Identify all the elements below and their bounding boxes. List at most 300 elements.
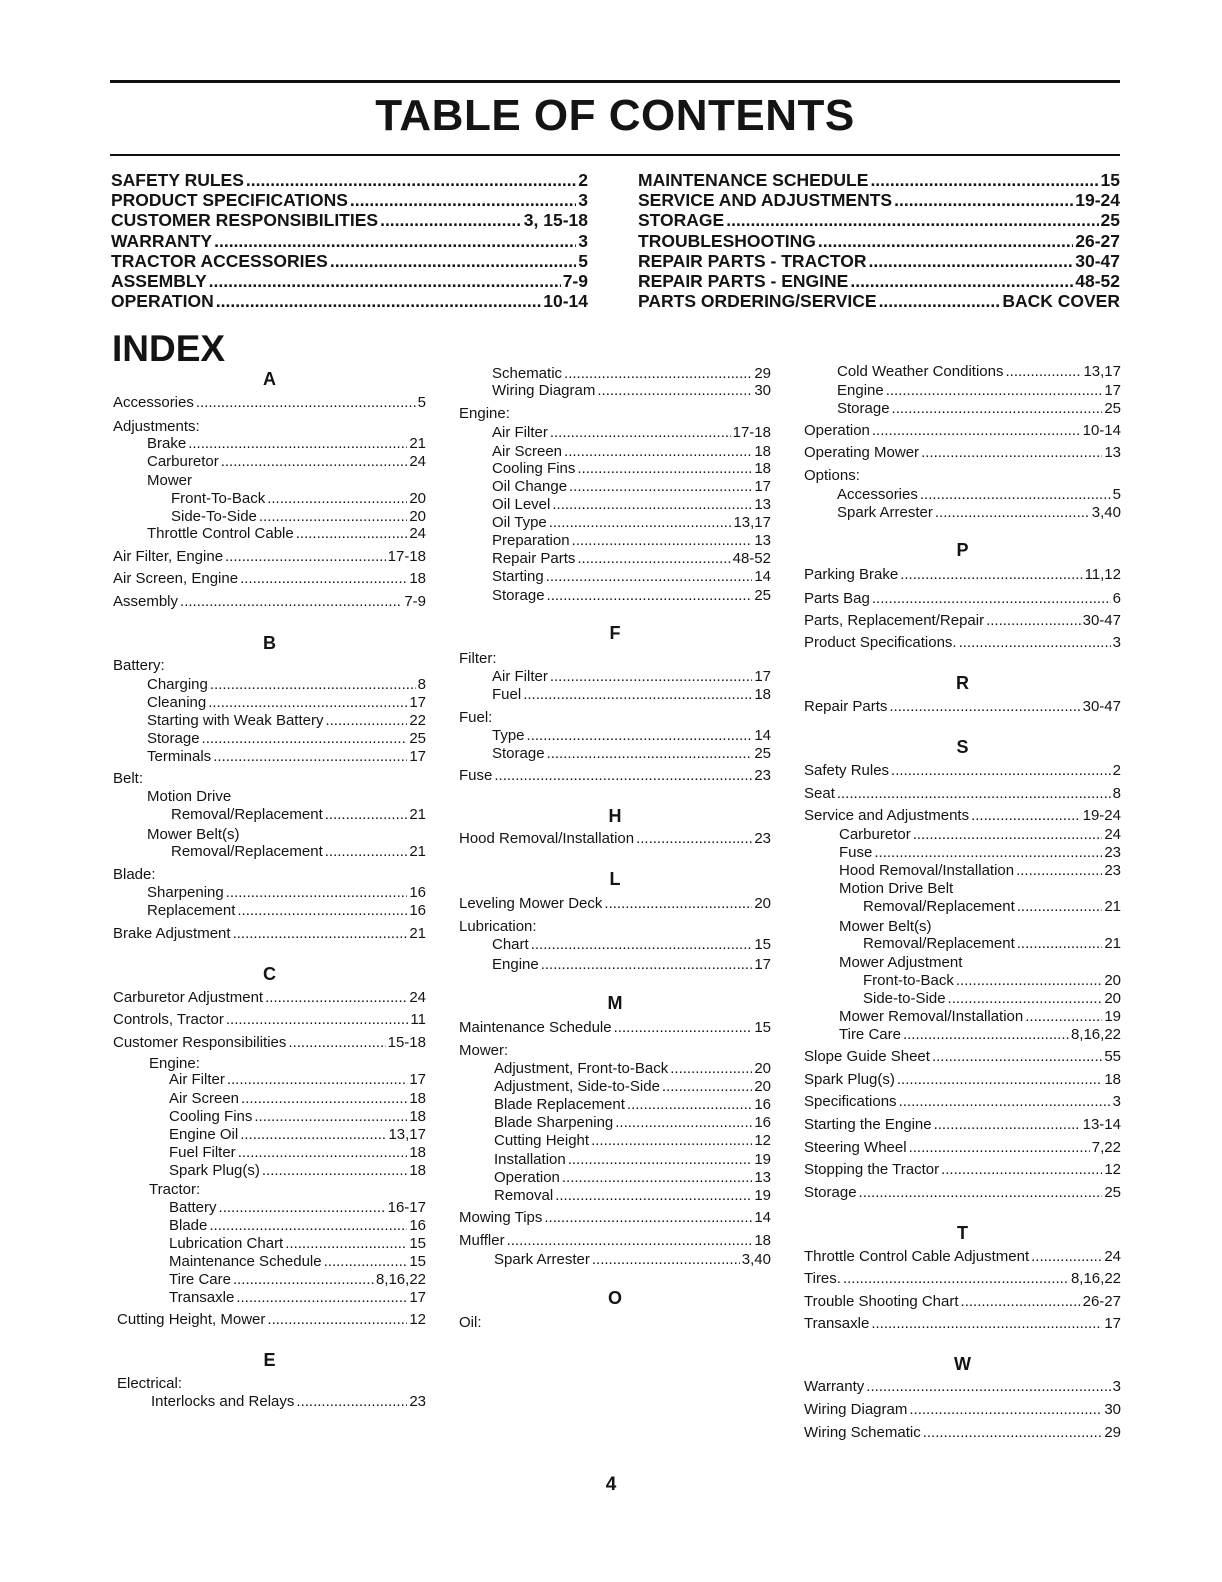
leader-dots [555, 1187, 752, 1205]
leader-dots [216, 291, 541, 311]
index-entry [492, 668, 771, 686]
index-entry [494, 1169, 771, 1187]
leader-dots [1017, 935, 1103, 953]
entry-page: 14 [754, 568, 771, 585]
entry-page: 18 [409, 1144, 426, 1161]
entry-page: 24 [1104, 826, 1121, 843]
leader-dots [892, 400, 1103, 418]
index-entry [837, 504, 1121, 522]
leader-dots [568, 1151, 753, 1169]
index-entry [492, 496, 771, 514]
entry-page: 7-9 [562, 270, 588, 291]
entry-page: 25 [1100, 210, 1120, 231]
index-entry [804, 698, 1121, 716]
index-section-letter: B [263, 633, 276, 653]
index-entry [804, 590, 1121, 608]
entry-page: 13,17 [733, 514, 771, 531]
toc-entry [638, 210, 1120, 230]
index-entry [113, 394, 426, 412]
entry-label: Wiring Schematic [804, 1424, 921, 1441]
entry-page: 17 [1104, 1315, 1121, 1332]
index-entry [113, 548, 426, 566]
index-entry [113, 770, 426, 788]
leader-dots [531, 936, 753, 954]
leader-dots [564, 365, 752, 383]
entry-page: 18 [409, 570, 426, 587]
leader-dots [577, 460, 752, 478]
leader-dots [872, 590, 1111, 608]
leader-dots [1031, 1248, 1102, 1266]
index-entry [494, 1096, 771, 1114]
leader-dots [288, 1034, 385, 1052]
entry-label: Maintenance Schedule [169, 1253, 322, 1270]
index-section-letter: R [956, 673, 969, 693]
index-entry [169, 1253, 426, 1271]
entry-page: 16 [754, 1114, 771, 1131]
entry-page: 25 [754, 745, 771, 762]
leader-dots [879, 291, 1001, 311]
index-entry [147, 435, 426, 453]
leader-dots [891, 762, 1111, 780]
leader-dots [226, 1011, 409, 1029]
entry-label: Oil Type [492, 514, 547, 531]
entry-page: 48-52 [1075, 270, 1120, 291]
leader-dots [932, 1048, 1102, 1066]
leader-dots [550, 668, 752, 686]
entry-page: 29 [1104, 1424, 1121, 1441]
index-entry [804, 1184, 1121, 1202]
leader-dots [262, 1162, 407, 1180]
index-entry [839, 954, 1121, 972]
toc-entry [638, 170, 1120, 190]
leader-dots [552, 496, 752, 514]
index-entry [459, 1019, 771, 1037]
index-section-letter: W [954, 1354, 971, 1374]
index-entry [804, 612, 1121, 630]
leader-dots [285, 1235, 407, 1253]
entry-label: Storage [492, 587, 545, 604]
entry-label: Accessories [113, 394, 194, 411]
index-entry [492, 936, 771, 954]
title-rule [110, 154, 1120, 156]
entry-label: TRACTOR ACCESSORIES [111, 250, 328, 271]
entry-label: SERVICE AND ADJUSTMENTS [638, 190, 893, 211]
entry-page: 24 [1104, 1248, 1121, 1265]
entry-page: 19-24 [1075, 190, 1120, 211]
index-section-letter: E [263, 1350, 276, 1370]
index-entry [459, 709, 771, 727]
entry-label: Blade [169, 1217, 208, 1234]
index-entry [169, 1162, 426, 1180]
leader-dots [941, 1161, 1102, 1179]
entry-label: Parts Bag [804, 590, 870, 607]
entry-label: REPAIR PARTS - TRACTOR [638, 250, 867, 271]
leader-dots [210, 676, 416, 694]
index-entry [492, 550, 771, 568]
index-entry [113, 866, 426, 884]
entry-label: Hood Removal/Installation [839, 862, 1015, 879]
entry-page: 17 [409, 1289, 426, 1306]
entry-label: Oil Level [492, 496, 551, 513]
entry-page: 23 [754, 767, 771, 784]
index-entry [804, 1270, 1121, 1288]
index-entry [169, 1199, 426, 1217]
index-section-letter: A [263, 369, 276, 389]
entry-label: Brake Adjustment [113, 925, 231, 942]
entry-label: Blade Sharpening [494, 1114, 614, 1131]
index-entry [863, 972, 1121, 990]
entry-heading: Mower Belt(s) [839, 918, 932, 935]
entry-heading: Options: [804, 467, 860, 484]
leader-dots [604, 895, 752, 913]
index-entry [147, 884, 426, 902]
toc-entry [111, 170, 588, 190]
leader-dots [562, 1169, 752, 1187]
leader-dots [296, 1393, 407, 1411]
entry-page: 19 [1104, 1008, 1121, 1025]
entry-page: 2 [1112, 762, 1121, 779]
leader-dots [213, 748, 407, 766]
leader-dots [572, 532, 753, 550]
entry-heading: Battery: [113, 657, 165, 674]
entry-label: Engine Oil [169, 1126, 239, 1143]
index-entry [147, 826, 426, 844]
entry-label: Stopping the Tractor [804, 1161, 940, 1178]
leader-dots [636, 830, 752, 848]
index-entry [804, 1048, 1121, 1066]
index-entry [494, 1151, 771, 1169]
leader-dots [886, 382, 1103, 400]
entry-page: 21 [1104, 898, 1121, 915]
entry-page: 15 [754, 1019, 771, 1036]
entry-page: 25 [1104, 400, 1121, 417]
entry-label: Service and Adjustments [804, 807, 970, 824]
entry-label: Maintenance Schedule [459, 1019, 612, 1036]
leader-dots [547, 587, 753, 605]
index-entry [492, 514, 771, 532]
index-entry [492, 443, 771, 461]
leader-dots [527, 727, 753, 745]
entry-label: Chart [492, 936, 529, 953]
entry-page: 25 [409, 730, 426, 747]
entry-page: 21 [409, 843, 426, 860]
index-entry [837, 486, 1121, 504]
leader-dots [202, 730, 408, 748]
leader-dots [866, 1378, 1110, 1396]
leader-dots [899, 1093, 1111, 1111]
entry-page: 5 [1112, 486, 1121, 503]
leader-dots [913, 826, 1103, 844]
entry-label: Adjustment, Front-to-Back [494, 1060, 669, 1077]
index-entry [804, 762, 1121, 780]
entry-label: Replacement [147, 902, 236, 919]
index-entry [171, 843, 426, 861]
entry-page: 24 [409, 453, 426, 470]
entry-label: Parts, Replacement/Repair [804, 612, 985, 629]
leader-dots [219, 1199, 386, 1217]
index-entry [804, 566, 1121, 584]
entry-label: Hood Removal/Installation [459, 830, 635, 847]
index-entry [804, 807, 1121, 825]
entry-page: 8,16,22 [1070, 1270, 1121, 1287]
entry-page: 3 [1112, 1378, 1121, 1395]
leader-dots [592, 1251, 740, 1269]
page-number: 4 [605, 1474, 617, 1495]
entry-label: Air Filter [492, 424, 548, 441]
top-rule [110, 80, 1120, 83]
entry-label: Spark Plug(s) [804, 1071, 895, 1088]
entry-label: Operating Mower [804, 444, 920, 461]
entry-label: Air Filter [492, 668, 548, 685]
leader-dots [909, 1139, 1090, 1157]
entry-label: Side-To-Side [171, 508, 257, 525]
entry-page: 15 [754, 936, 771, 953]
index-entry [171, 490, 426, 508]
entry-label: Storage [804, 1184, 857, 1201]
entry-page: 3 [578, 190, 588, 211]
toc-left-column [111, 170, 588, 311]
entry-label: Charging [147, 676, 208, 693]
leader-dots [818, 231, 1073, 251]
entry-page: 48-52 [732, 550, 771, 567]
entry-label: STORAGE [638, 210, 725, 231]
index-entry [147, 676, 426, 694]
entry-page: 13,17 [1083, 363, 1121, 380]
entry-page: 24 [409, 989, 426, 1006]
entry-label: Air Screen [169, 1090, 240, 1107]
leader-dots [237, 902, 407, 920]
index-entry [804, 1093, 1121, 1111]
index-entry [494, 1060, 771, 1078]
index-entry [492, 568, 771, 586]
index-entry [113, 570, 426, 588]
leader-dots [259, 508, 407, 526]
leader-dots [959, 634, 1111, 652]
entry-page: 18 [754, 460, 771, 477]
leader-dots [569, 478, 752, 496]
leader-dots [894, 190, 1073, 210]
entry-label: Wiring Diagram [492, 382, 596, 399]
index-entry [492, 956, 771, 974]
entry-page: 21 [409, 435, 426, 452]
index-section-letter: F [609, 623, 621, 643]
entry-page: 16 [754, 1096, 771, 1113]
index-entry [804, 1293, 1121, 1311]
entry-label: Safety Rules [804, 762, 890, 779]
index-entry [804, 1424, 1121, 1442]
index-entry [147, 694, 426, 712]
leader-dots [948, 990, 1103, 1008]
entry-label: Interlocks and Relays [151, 1393, 295, 1410]
entry-label: Wiring Diagram [804, 1401, 908, 1418]
index-entry [863, 898, 1121, 916]
entry-page: 19 [754, 1151, 771, 1168]
entry-page: 18 [409, 1162, 426, 1179]
entry-label: OPERATION [111, 291, 214, 312]
entry-page: 25 [754, 587, 771, 604]
leader-dots [380, 210, 522, 230]
entry-page: 17 [409, 694, 426, 711]
entry-heading: Engine: [459, 405, 510, 422]
leader-dots [837, 785, 1111, 803]
entry-page: 17 [754, 668, 771, 685]
entry-label: Terminals [147, 748, 212, 765]
entry-page: 17 [409, 1071, 426, 1088]
entry-page: 7,22 [1091, 1139, 1121, 1156]
leader-dots [923, 1424, 1103, 1442]
index-entry [113, 657, 426, 675]
index-entry [459, 650, 771, 668]
leader-dots [900, 566, 1082, 584]
entry-heading: Fuel: [459, 709, 493, 726]
leader-dots [597, 382, 752, 400]
entry-page: 20 [754, 895, 771, 912]
leader-dots [227, 1071, 407, 1089]
toc-entry [638, 271, 1120, 291]
entry-heading: Blade: [113, 866, 156, 883]
entry-label: Repair Parts [492, 550, 576, 567]
index-entry [492, 424, 771, 442]
entry-page: 12 [754, 1132, 771, 1149]
entry-label: Mowing Tips [459, 1209, 543, 1226]
index-entry [839, 862, 1121, 880]
leader-dots [238, 1144, 408, 1162]
entry-heading: Lubrication: [459, 918, 537, 935]
index-entry [147, 453, 426, 471]
index-entry [804, 1161, 1121, 1179]
index-entry [494, 1251, 771, 1269]
toc-entry [111, 210, 588, 230]
entry-heading: Electrical: [117, 1375, 183, 1392]
entry-label: Sharpening [147, 884, 224, 901]
leader-dots [325, 806, 408, 824]
entry-page: 17 [1104, 382, 1121, 399]
index-section-letter: M [607, 993, 623, 1013]
leader-dots [564, 443, 752, 461]
index-entry [494, 1132, 771, 1150]
entry-label: Throttle Control Cable [147, 525, 294, 542]
index-entry [459, 1314, 771, 1332]
entry-page: 18 [754, 686, 771, 703]
index-entry [837, 400, 1121, 418]
entry-heading: Mower Belt(s) [147, 826, 240, 843]
entry-heading: Adjustments: [113, 418, 200, 435]
entry-label: Removal/Replacement [863, 935, 1015, 952]
index-entry [492, 365, 771, 383]
entry-page: 17 [754, 478, 771, 495]
leader-dots [267, 1311, 407, 1329]
entry-page: 26-27 [1082, 1293, 1121, 1310]
leader-dots [180, 593, 402, 611]
entry-label: Air Screen [492, 443, 563, 460]
index-entry [804, 444, 1121, 462]
leader-dots [209, 271, 561, 291]
index-entry [839, 826, 1121, 844]
entry-page: 21 [409, 806, 426, 823]
entry-label: Transaxle [804, 1315, 870, 1332]
entry-page: 30-47 [1075, 250, 1120, 271]
index-entry [839, 880, 1121, 898]
leader-dots [507, 1232, 753, 1250]
index-entry [492, 745, 771, 763]
index-entry [804, 467, 1121, 485]
entry-page: 14 [754, 727, 771, 744]
index-section-letter: L [609, 869, 621, 889]
entry-page: 29 [754, 365, 771, 382]
index-entry [147, 730, 426, 748]
toc-entry [638, 291, 1120, 311]
leader-dots [726, 210, 1098, 230]
entry-page: 21 [409, 925, 426, 942]
toc-entry [638, 190, 1120, 210]
index-section-letter: C [263, 964, 276, 984]
entry-label: Cold Weather Conditions [837, 363, 1004, 380]
index-entry [113, 925, 426, 943]
entry-page: 18 [754, 443, 771, 460]
index-entry [492, 460, 771, 478]
leader-dots [325, 712, 407, 730]
leader-dots [920, 486, 1111, 504]
index-entry [151, 1393, 426, 1411]
entry-page: 21 [1104, 935, 1121, 952]
index-entry [459, 918, 771, 936]
entry-page: 15 [1100, 170, 1120, 190]
entry-label: Adjustment, Side-to-Side [494, 1078, 660, 1095]
entry-label: Cutting Height [494, 1132, 590, 1149]
entry-page: 13 [754, 496, 771, 513]
entry-page: 16 [409, 902, 426, 919]
entry-label: PARTS ORDERING/SERVICE [638, 291, 877, 312]
entry-page: 20 [1104, 990, 1121, 1007]
index-entry [804, 1401, 1121, 1419]
index-entry [147, 902, 426, 920]
leader-dots [209, 1217, 407, 1235]
toc-entry [111, 271, 588, 291]
entry-label: Cooling Fins [492, 460, 576, 477]
index-section-letter: S [956, 737, 969, 757]
index-entry [459, 1042, 771, 1060]
entry-label: Tires. [804, 1270, 841, 1287]
entry-label: Controls, Tractor [113, 1011, 224, 1028]
entry-page: 13 [1104, 444, 1121, 461]
entry-heading: Oil: [459, 1314, 482, 1331]
entry-page: 30 [1104, 1401, 1121, 1418]
leader-dots [850, 271, 1073, 291]
index-entry [459, 767, 771, 785]
entry-page: 3 [1112, 1093, 1121, 1110]
entry-label: MAINTENANCE SCHEDULE [638, 170, 869, 190]
entry-label: Tire Care [169, 1271, 231, 1288]
entry-page: 17-18 [732, 424, 771, 441]
entry-heading: Tractor: [149, 1181, 201, 1198]
entry-label: Lubrication Chart [169, 1235, 284, 1252]
entry-page: 22 [409, 712, 426, 729]
entry-page: 14 [754, 1209, 771, 1226]
entry-heading: Mower Adjustment [839, 954, 963, 971]
entry-page: 12 [409, 1311, 426, 1328]
leader-dots [233, 925, 408, 943]
entry-page: 20 [409, 508, 426, 525]
entry-heading: Motion Drive Belt [839, 880, 954, 897]
leader-dots [544, 1209, 752, 1227]
entry-page: 13,17 [388, 1126, 426, 1143]
index-entry [492, 532, 771, 550]
entry-page: 8,16,22 [1070, 1026, 1121, 1043]
leader-dots [662, 1078, 752, 1096]
index-entry [804, 634, 1121, 652]
entry-label: Seat [804, 785, 835, 802]
entry-label: Operation [494, 1169, 560, 1186]
